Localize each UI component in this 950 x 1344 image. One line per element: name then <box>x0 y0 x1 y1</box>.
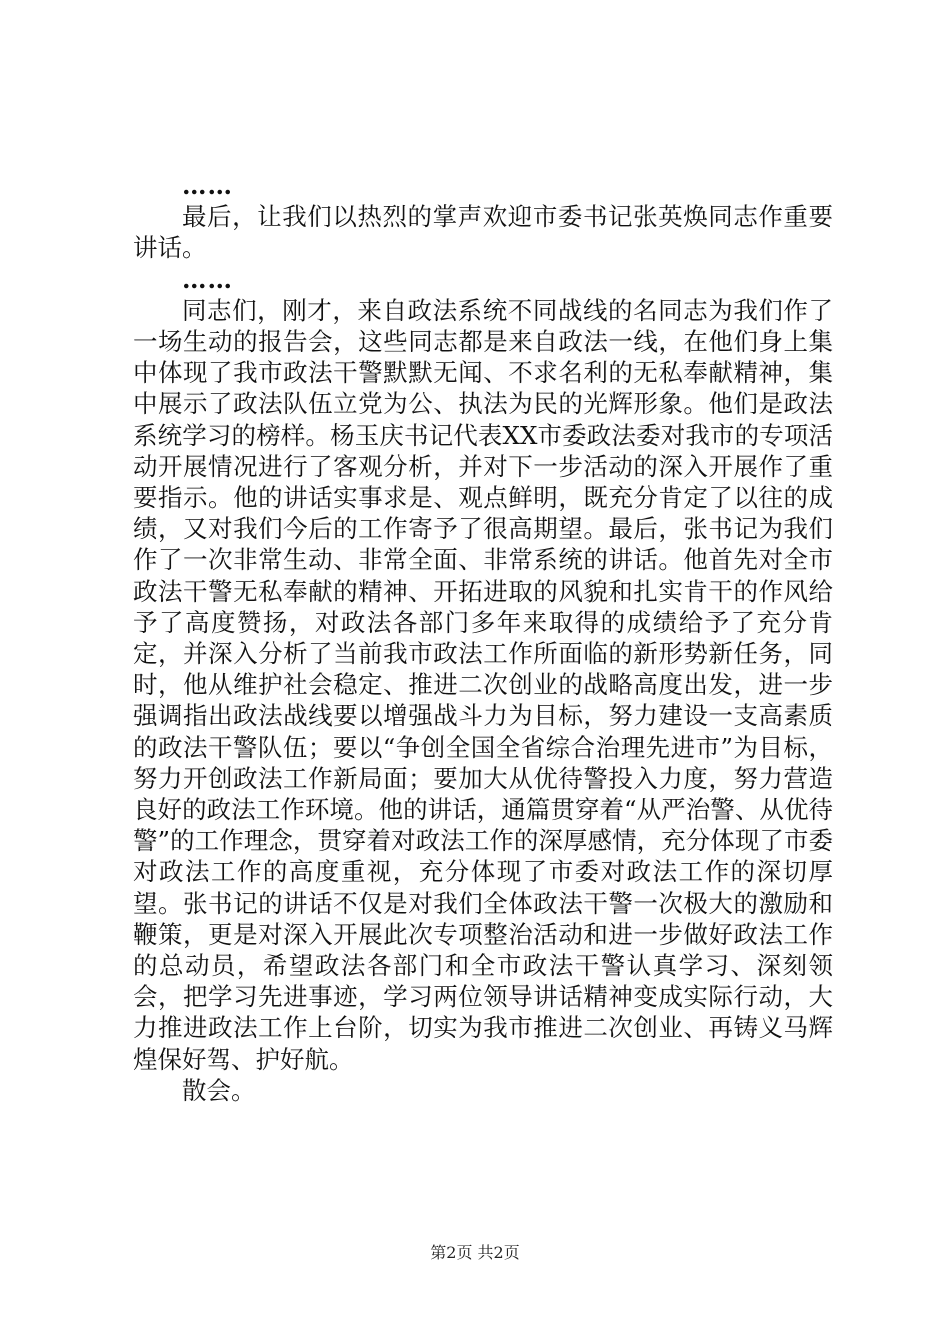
page-footer: 第2页 共2页 <box>430 1243 520 1262</box>
paragraph-closing-invitation: 最后，让我们以热烈的掌声欢迎市委书记张英焕同志作重要讲话。 <box>133 202 833 263</box>
document-body <box>133 170 833 1106</box>
paragraph-adjourn: 散会。 <box>182 1075 256 1105</box>
ellipsis-1: …… <box>182 171 233 200</box>
paragraph-summary-speech: 同志们，刚才，来自政法系统不同战线的名同志为我们作了一场生动的报告会，这些同志都是来自政法一线，在他们身上集中体现了我市政法干警默默无闻、不求名利的无私奉献精神，集中展示了政法队伍立党为公、执法为民的光辉形象。他们是政法系统学习的榜样。杨玉庆书记代表XX市委政法委对我市的专项活动开展情况进行了客观分析，并对下一步活动的深入开展作了重要指示。他的讲话实事求是、观点鲜明，既充分肯定了以往的成绩，又对我们今后的工作寄予了很高期望。最后，张书记为我们作了一次非常生动、非常全面、非常系统的讲话。他首先对全市政法干警无私奉献的精神、开拓进取的风貌和扎实肯干的作风给予了高度赞扬，对政法各部门多年来取得的成绩给予了充分肯定，并深入分析了当前我市政法工作所面临的新形势新任务，同时，他从维护社会稳定、推进二次创业的战略高度出发，进一步强调指出政法战线要以增强战斗力为目标，努力建设一支高素质的政法干警队伍；要以“争创全国全省综合治理先进市”为目标，努力开创政法工作新局面；要加大从优待警投入力度，努力营造良好的政法工作环境。他的讲话，通篇贯穿着“从严治警、从优待警”的工作理念，贯穿着对政法工作的深厚感情，充分体现了市委对政法工作的高度重视，充分体现了市委对政法工作的深切厚望。张书记的讲话不仅是对我们全体政法干警一次极大的激励和鞭策，更是对深入开展此次专项整治活动和进一步做好政法工作的总动员，希望政法各部门和全市政法干警认真学习、深刻领会，把学习先进事迹，学习两位领导讲话精神变成实际行动，大力推进政法工作上台阶，切实为我市推进二次创业、再铸义马辉煌保好驾、护好航。 <box>133 295 833 1074</box>
ellipsis-2: …… <box>182 264 233 294</box>
